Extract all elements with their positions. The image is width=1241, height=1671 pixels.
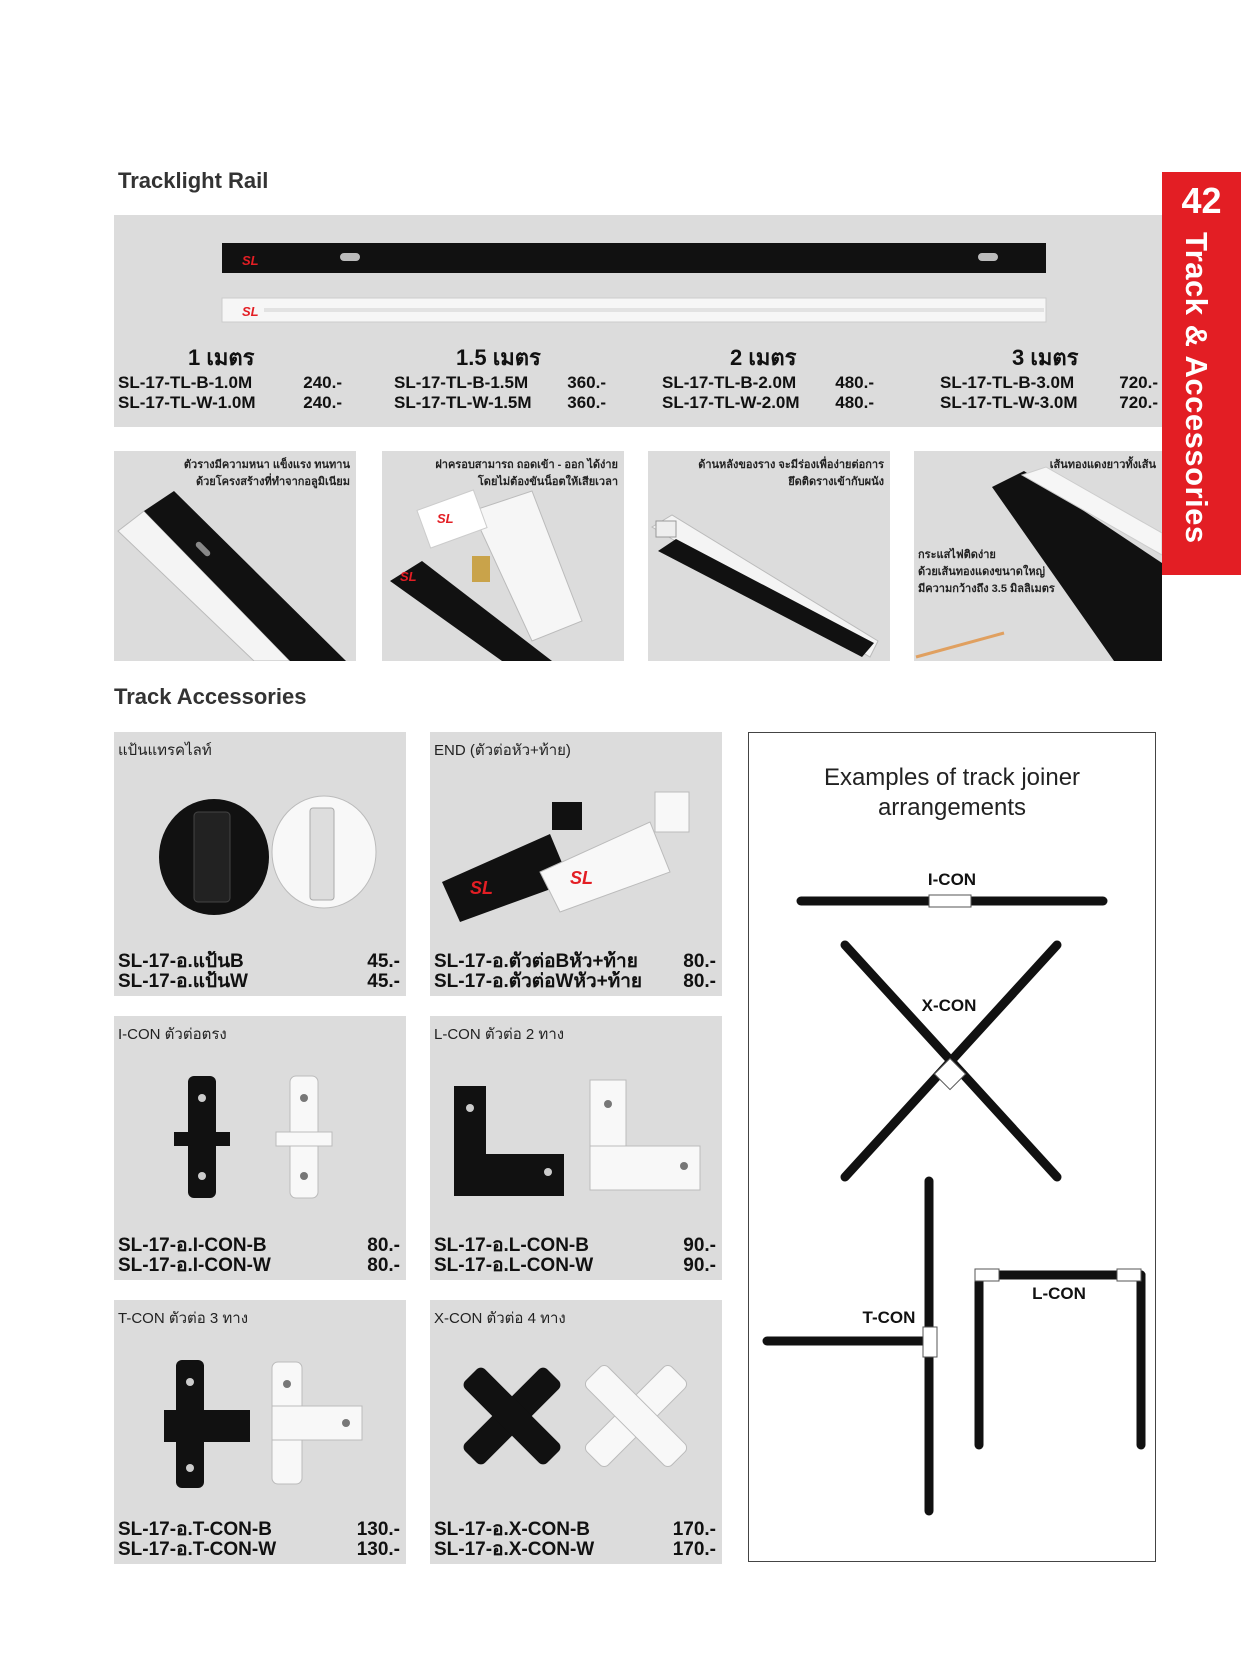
feature-caption-line: ฝาครอบสามารถ ถอดเข้า - ออก ได้ง่าย [435, 459, 618, 471]
sku-price: 130.- [356, 1519, 400, 1540]
sku-price: 80.- [683, 951, 716, 972]
sku-code: SL-17-TL-B-2.0M [662, 373, 797, 392]
rail-panel [114, 215, 1162, 427]
examples-title-line: arrangements [877, 794, 1027, 821]
sku-price: 45.- [367, 951, 400, 972]
canopy-image [114, 762, 406, 932]
accessory-title: END (ตัวต่อหัว+ท้าย) [434, 742, 571, 759]
t-con-label: T-CON [862, 1308, 916, 1327]
sku-code: SL-17-อ.L-CON-W [434, 1255, 594, 1276]
sku-price: 80.- [367, 1235, 400, 1256]
sku-code: SL-17-TL-W-3.0M [940, 393, 1078, 412]
side-tab [1162, 172, 1241, 575]
sku-code: SL-17-อ.T-CON-B [118, 1519, 272, 1540]
joiner-diagram [749, 733, 1155, 1561]
examples-title-line: Examples of track joiner [823, 764, 1081, 791]
svg-text:SL: SL [470, 878, 494, 898]
feature-note-line: มีความกว้างถึง 3.5 มิลลิเมตร [918, 583, 1055, 595]
feature-caption-line: ยึดติดรางเข้ากับผนัง [788, 476, 884, 488]
accessory-title: แป้นแทรคไลท์ [118, 742, 212, 759]
sku-code: SL-17-TL-B-3.0M [940, 373, 1075, 392]
rail-logo-white: SL [242, 304, 259, 319]
accessory-skus [434, 1236, 716, 1276]
sku-price: 90.- [683, 1255, 716, 1276]
sku-code: SL-17-อ.แป้นW [118, 971, 248, 992]
sku-price: 170.- [672, 1539, 716, 1560]
sku-code: SL-17-อ.ตัวต่อBหัว+ท้าย [434, 951, 638, 972]
section-title-tracklight-rail: Tracklight Rail [118, 168, 269, 193]
sku-price: 170.- [672, 1519, 716, 1540]
i-con-label: I-CON [927, 870, 977, 889]
joiner-examples-box [748, 732, 1156, 1562]
i-con-image [114, 1046, 406, 1216]
feature-caption-line: เส้นทองแดงยาวทั้งเส้น [1049, 459, 1156, 471]
sku-price: 90.- [683, 1235, 716, 1256]
sku-code: SL-17-TL-W-1.0M [118, 393, 256, 412]
svg-text:SL: SL [437, 511, 454, 526]
l-con-label: L-CON [1032, 1284, 1086, 1303]
end-connector-image [430, 762, 722, 932]
rail-back-image [648, 451, 890, 661]
sku-code: SL-17-อ.T-CON-W [118, 1539, 277, 1560]
sku-code: SL-17-อ.L-CON-B [434, 1235, 589, 1256]
feature-tile-2 [382, 451, 624, 661]
sku-price: 720.- [1119, 393, 1158, 412]
x-con-image [430, 1330, 722, 1500]
sku-price: 130.- [356, 1539, 400, 1560]
accessory-title: L-CON ตัวต่อ 2 ทาง [434, 1026, 565, 1043]
sku-code: SL-17-อ.I-CON-B [118, 1235, 267, 1256]
rail-skus-2m [662, 373, 874, 413]
feature-tile-4 [914, 451, 1162, 661]
feature-note-line: ด้วยเส้นทองแดงขนาดใหญ่ [918, 566, 1045, 578]
t-con-image [114, 1330, 406, 1500]
sku-code: SL-17-อ.I-CON-W [118, 1255, 271, 1276]
accessory-skus [118, 1236, 400, 1276]
page-number: 42 [1181, 180, 1222, 221]
sku-price: 360.- [567, 393, 606, 412]
feature-caption-line: ด้วยโครงสร้างที่ทำจากอลูมิเนียม [195, 476, 350, 488]
svg-text:SL: SL [400, 569, 417, 584]
rail-profile-image [114, 451, 356, 661]
sku-price: 240.- [303, 393, 342, 412]
sku-code: SL-17-อ.แป้นB [118, 951, 244, 972]
sku-code: SL-17-อ.ตัวต่อWหัว+ท้าย [434, 971, 643, 992]
sku-price: 480.- [835, 393, 874, 412]
sku-code: SL-17-TL-B-1.5M [394, 373, 529, 392]
accessory-tile-l-con [430, 1016, 722, 1280]
section-title-track-accessories: Track Accessories [114, 684, 307, 709]
feature-caption-line: โดยไม่ต้องขันน็อตให้เสียเวลา [477, 476, 618, 488]
sku-price: 720.- [1119, 373, 1158, 392]
sku-code: SL-17-TL-W-2.0M [662, 393, 800, 412]
sku-price: 45.- [367, 971, 400, 992]
accessory-title: T-CON ตัวต่อ 3 ทาง [118, 1310, 249, 1327]
accessory-skus [118, 952, 400, 992]
rail-length-1m: 1 เมตร [188, 345, 255, 370]
accessory-title: I-CON ตัวต่อตรง [118, 1026, 227, 1043]
feature-caption-line: ด้านหลังของราง จะมีร่องเพื่อง่ายต่อการ [698, 459, 884, 471]
rail-image [114, 215, 1162, 325]
feature-tile-1 [114, 451, 356, 661]
sku-code: SL-17-อ.X-CON-W [434, 1539, 595, 1560]
accessory-tile-i-con [114, 1016, 406, 1280]
rail-skus-1-5m [394, 373, 606, 413]
feature-caption-line: ตัวรางมีความหนา แข็งแรง ทนทาน [183, 459, 350, 471]
rail-length-3m: 3 เมตร [1012, 345, 1079, 370]
sku-code: SL-17-อ.X-CON-B [434, 1519, 591, 1540]
svg-text:SL: SL [570, 868, 594, 888]
sku-price: 240.- [303, 373, 342, 392]
sku-price: 480.- [835, 373, 874, 392]
feature-tile-3 [648, 451, 890, 661]
side-tab-label: Track & Accessories [1179, 232, 1214, 544]
accessory-tile-x-con [430, 1300, 722, 1564]
rail-logo-black: SL [242, 253, 259, 268]
rail-length-2m: 2 เมตร [730, 345, 797, 370]
sku-code: SL-17-TL-B-1.0M [118, 373, 253, 392]
accessory-tile-canopy [114, 732, 406, 996]
end-cap-image [382, 451, 624, 661]
sku-code: SL-17-TL-W-1.5M [394, 393, 532, 412]
sku-price: 360.- [567, 373, 606, 392]
accessory-skus [434, 1520, 716, 1560]
feature-note-line: กระแสไฟติดง่าย [918, 549, 996, 561]
rail-length-1-5m: 1.5 เมตร [456, 345, 541, 370]
l-con-image [430, 1046, 722, 1216]
sku-price: 80.- [367, 1255, 400, 1276]
accessory-title: X-CON ตัวต่อ 4 ทาง [434, 1310, 566, 1327]
accessory-skus [118, 1520, 400, 1560]
rail-skus-3m [940, 373, 1158, 413]
sku-price: 80.- [683, 971, 716, 992]
accessory-tile-end [430, 732, 722, 996]
accessory-skus [434, 952, 716, 992]
accessory-tile-t-con [114, 1300, 406, 1564]
x-con-label: X-CON [921, 996, 977, 1015]
rail-skus-1m [118, 373, 342, 413]
